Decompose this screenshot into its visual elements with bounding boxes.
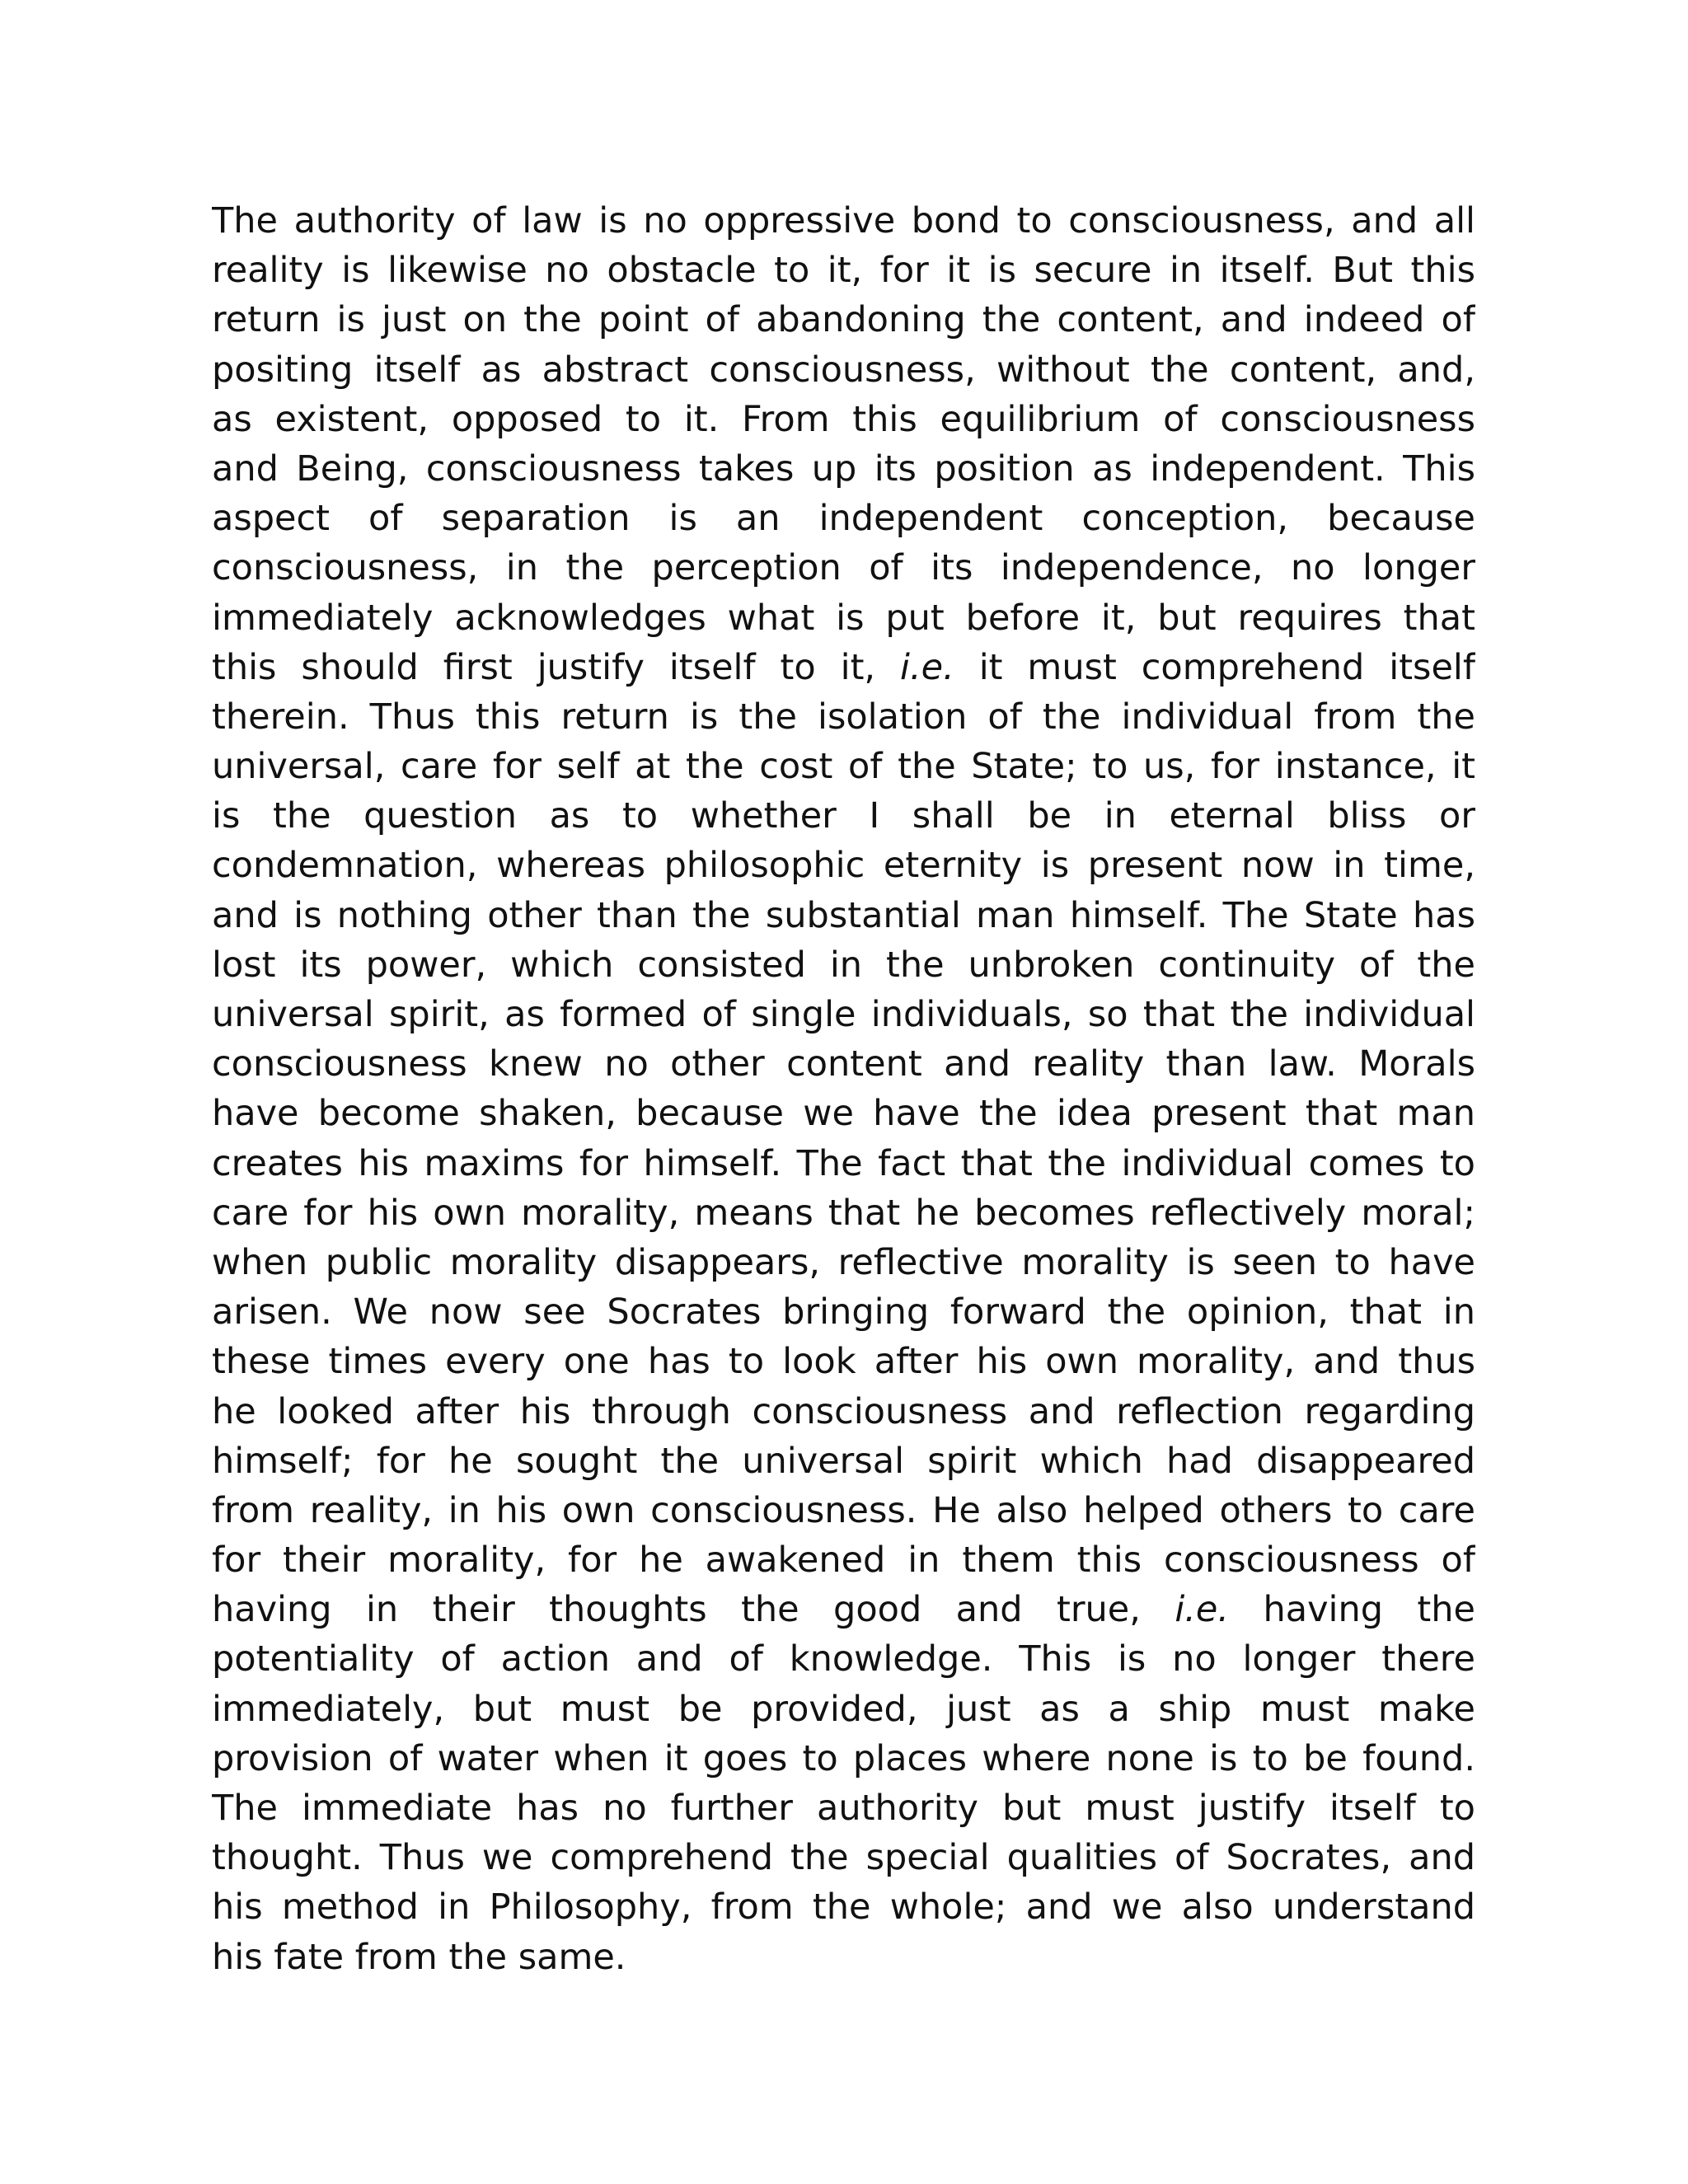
text-segment: potentiality of action and of knowledge. This is no longer there <box>212 1638 1475 1680</box>
text-segment: The immediate has no further authority but must justify itself to <box>212 1788 1475 1829</box>
text-line <box>212 1089 1475 1138</box>
text-line <box>212 1535 1475 1585</box>
text-segment: immediately acknowledges what is put before it, but requires that <box>212 597 1475 639</box>
text-line <box>212 593 1475 643</box>
text-segment: provision of water when it goes to places where none is to be found. <box>212 1737 1475 1779</box>
text-segment: reality is likewise no obstacle to it, for it is secure in itself. But this <box>212 250 1475 292</box>
text-segment: creates his maxims for himself. The fact that the individual comes to <box>212 1142 1475 1184</box>
text-line <box>212 444 1475 494</box>
text-segment: having in their thoughts the good and true, <box>212 1589 1175 1631</box>
text-segment: he looked after his through consciousness and reflection regarding <box>212 1390 1475 1432</box>
text-segment: and is nothing other than the substantial man himself. The State has <box>212 894 1475 936</box>
text-line <box>212 1287 1475 1337</box>
text-segment: his method in Philosophy, from the whole; and we also understand <box>212 1886 1475 1929</box>
text-segment: care for his own morality, means that he becomes reflectively moral; <box>212 1192 1475 1234</box>
text-line <box>212 1734 1475 1783</box>
text-segment: immediately, but must be provided, just as a ship must make <box>212 1688 1475 1730</box>
text-line <box>212 940 1475 990</box>
text-line <box>212 742 1475 791</box>
text-segment: positing itself as abstract consciousness, without the content, and, <box>212 349 1475 391</box>
text-line <box>212 692 1475 742</box>
text-segment: lost its power, which consisted in the unbroken continuity of the <box>212 944 1475 986</box>
text-line <box>212 395 1475 444</box>
text-line <box>212 295 1475 344</box>
text-segment: and Being, consciousness takes up its position as independent. This <box>212 448 1475 490</box>
text-line <box>212 1039 1475 1089</box>
text-segment: consciousness knew no other content and reality than law. Morals <box>212 1043 1475 1085</box>
text-segment: thought. Thus we comprehend the special qualities of Socrates, and <box>212 1837 1475 1879</box>
text-segment: it must comprehend itself <box>954 646 1475 688</box>
text-line <box>212 1238 1475 1287</box>
text-segment: his fate from the same. <box>212 1936 626 1978</box>
text-segment: return is just on the point of abandoning the content, and indeed of <box>212 299 1475 341</box>
body-paragraph <box>212 196 1475 1982</box>
text-line <box>212 543 1475 593</box>
text-segment: The authority of law is no oppressive bond to consciousness, and all <box>212 200 1475 241</box>
text-line <box>212 1188 1475 1238</box>
text-segment: condemnation, whereas philosophic eternity is present now in time, <box>212 845 1475 887</box>
text-segment: himself; for he sought the universal spirit which had disappeared <box>212 1440 1475 1482</box>
text-segment: therein. Thus this return is the isolation of the individual from the <box>212 696 1475 738</box>
text-segment: when public morality disappears, reflective morality is seen to have <box>212 1241 1475 1283</box>
text-segment: for their morality, for he awakened in them this consciousness of <box>212 1540 1475 1582</box>
text-segment: having the <box>1229 1589 1475 1631</box>
text-segment: universal spirit, as formed of single individuals, so that the individual <box>212 994 1475 1035</box>
text-segment: is the question as to whether I shall be in eternal bliss or <box>212 795 1475 837</box>
text-segment: aspect of separation is an independent conception, because <box>212 498 1475 540</box>
text-line <box>212 1486 1475 1535</box>
text-line <box>212 1833 1475 1882</box>
text-line <box>212 1685 1475 1734</box>
text-line <box>212 791 1475 841</box>
text-segment: these times every one has to look after his own morality, and thus <box>212 1341 1475 1383</box>
text-segment: have become shaken, because we have the idea present that man <box>212 1093 1475 1135</box>
text-line <box>212 1933 1475 1982</box>
text-line <box>212 494 1475 543</box>
text-line <box>212 246 1475 295</box>
text-line <box>212 196 1475 246</box>
text-segment: universal, care for self at the cost of the State; to us, for instance, it <box>212 746 1475 788</box>
text-segment: arisen. We now see Socrates bringing forward the opinion, that in <box>212 1291 1475 1333</box>
text-line <box>212 1634 1475 1684</box>
text-segment: consciousness, in the perception of its independence, no longer <box>212 547 1475 589</box>
text-line <box>212 1585 1475 1634</box>
text-line <box>212 891 1475 940</box>
text-segment: from reality, in his own consciousness. He also helped others to care <box>212 1489 1475 1531</box>
text-line <box>212 1783 1475 1833</box>
text-segment: as existent, opposed to it. From this equilibrium of consciousness <box>212 398 1475 440</box>
text-line <box>212 841 1475 890</box>
text-line <box>212 1337 1475 1386</box>
text-line <box>212 1387 1475 1436</box>
text-line <box>212 1436 1475 1486</box>
text-segment: this should first justify itself to it, <box>212 646 901 688</box>
text-line <box>212 1882 1475 1932</box>
italic-abbreviation: i.e. <box>900 646 954 688</box>
text-line <box>212 643 1475 692</box>
text-line <box>212 1139 1475 1188</box>
text-line <box>212 345 1475 395</box>
italic-abbreviation: i.e. <box>1175 1589 1230 1631</box>
text-line <box>212 990 1475 1039</box>
